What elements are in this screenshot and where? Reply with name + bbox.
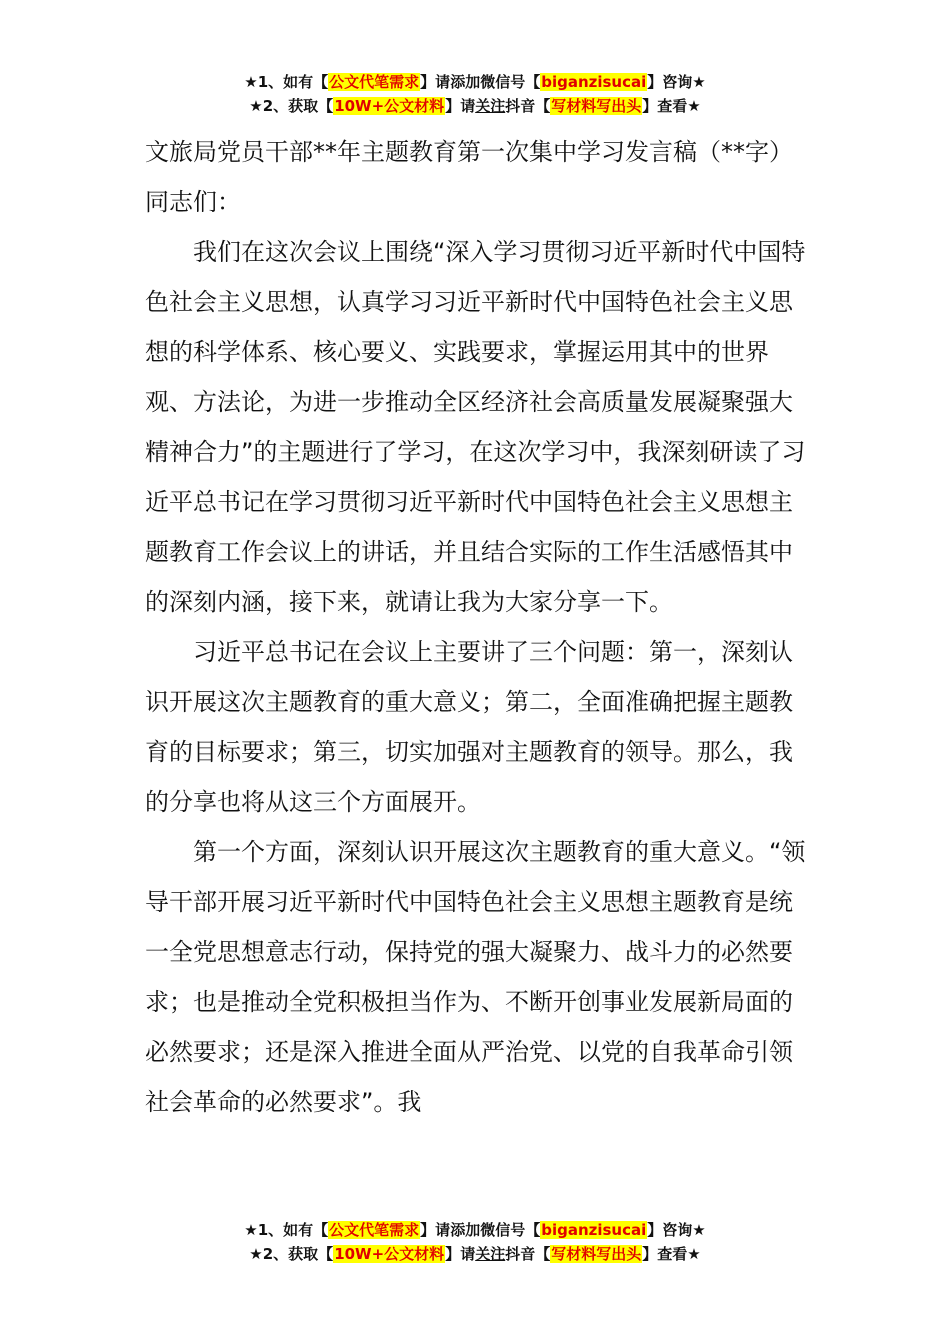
highlight-wechat-id: biganzisucai	[541, 1221, 647, 1239]
highlight-douyin-account: 写材料写出头	[551, 1245, 642, 1263]
promo-line-1: ★1、如有【公文代笔需求】请添加微信号【biganzisucai】咨询★	[244, 73, 706, 91]
promo-line-1: ★1、如有【公文代笔需求】请添加微信号【biganzisucai】咨询★	[244, 1221, 706, 1239]
highlight-douyin-account: 写材料写出头	[551, 97, 642, 115]
highlight-service: 公文代笔需求	[329, 73, 420, 91]
paragraph-2: 习近平总书记在会议上主要讲了三个问题：第一，深刻认识开展这次主题教育的重大意义；第二，全面准确把握主题教育的目标要求；第三，切实加强对主题教育的领导。那么，我的分享也将从这三个方面展开。	[145, 638, 793, 816]
promo-line-2: ★2、获取【10W+公文材料】请关注抖音【写材料写出头】查看★	[249, 97, 701, 115]
highlight-materials: 10W+公文材料	[334, 97, 445, 115]
document-body	[145, 127, 807, 1127]
highlight-wechat-id: biganzisucai	[541, 73, 647, 91]
highlight-service: 公文代笔需求	[329, 1221, 420, 1239]
paragraph-3: 第一个方面，深刻认识开展这次主题教育的重大意义。“领导干部开展习近平新时代中国特色社会主义思想主题教育是统一全党思想意志行动，保持党的强大凝聚力、战斗力的必然要求；也是推动全党积极担当作为、不断开创事业发展新局面的必然要求；还是深入推进全面从严治党、以党的自我革命引领社会革命的必然要求”。我	[145, 838, 806, 1116]
highlight-materials: 10W+公文材料	[334, 1245, 445, 1263]
paragraph-1: 我们在这次会议上围绕“深入学习贯彻习近平新时代中国特色社会主义思想，认真学习习近平新时代中国特色社会主义思想的科学体系、核心要义、实践要求，掌握运用其中的世界观、方法论，为进一步推动全区经济社会高质量发展凝聚强大精神合力”的主题进行了学习，在这次学习中，我深刻研读了习近平总书记在学习贯彻习近平新时代中国特色社会主义思想主题教育工作会议上的讲话，并且结合实际的工作生活感悟其中的深刻内涵，接下来，就请让我为大家分享一下。	[145, 238, 806, 616]
salutation: 同志们：	[145, 188, 241, 216]
document-title: 文旅局党员干部**年主题教育第一次集中学习发言稿（**字）	[145, 138, 793, 166]
promo-banner-bottom	[0, 1218, 950, 1266]
promo-line-2: ★2、获取【10W+公文材料】请关注抖音【写材料写出头】查看★	[249, 1245, 701, 1263]
promo-banner-top	[0, 70, 950, 118]
